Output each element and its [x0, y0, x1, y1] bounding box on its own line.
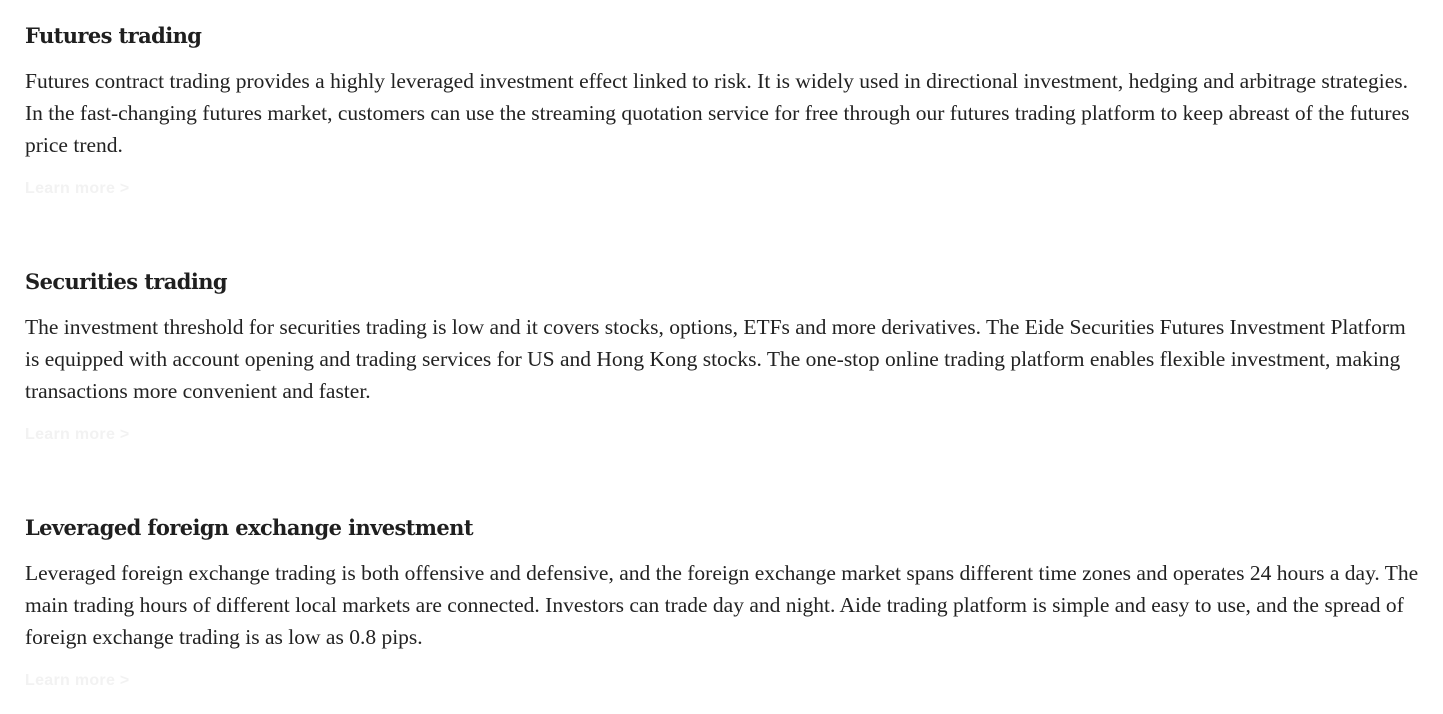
section-title: Securities trading [25, 269, 227, 294]
section-title: Futures trading [25, 23, 202, 48]
section-description: Leveraged foreign exchange trading is both offensive and defensive, and the foreign exchange market spans different time zones and operates 24 hours a day. The main trading hours of different local markets are connected. Investors can trade day and night. Aide trading platform is simple and easy to use, and the spread of foreign exchange trading is as low as 0.8 pips. [25, 561, 1419, 649]
section-securities-trading [25, 266, 1425, 447]
section-title: Leveraged foreign exchange investment [25, 515, 473, 540]
learn-more-link[interactable]: Learn more > [25, 426, 130, 444]
section-description: Futures contract trading provides a highly leveraged investment effect linked to risk. It is widely used in directional investment, hedging and arbitrage strategies. In the fast-changing futures market, customers can use the streaming quotation service for free through our futures trading platform to keep abreast of the futures price trend. [25, 69, 1410, 157]
learn-more-link[interactable]: Learn more > [25, 180, 130, 198]
section-leveraged-forex [25, 512, 1425, 693]
section-description: The investment threshold for securities trading is low and it covers stocks, options, ETFs and more derivatives. The Eide Securities Futures Investment Platform is equipped with account opening and trading services for US and Hong Kong stocks. The one-stop online trading platform enables flexible investment, making transactions more convenient and faster. [25, 315, 1406, 403]
learn-more-link[interactable]: Learn more > [25, 672, 130, 690]
section-futures-trading [25, 20, 1425, 201]
